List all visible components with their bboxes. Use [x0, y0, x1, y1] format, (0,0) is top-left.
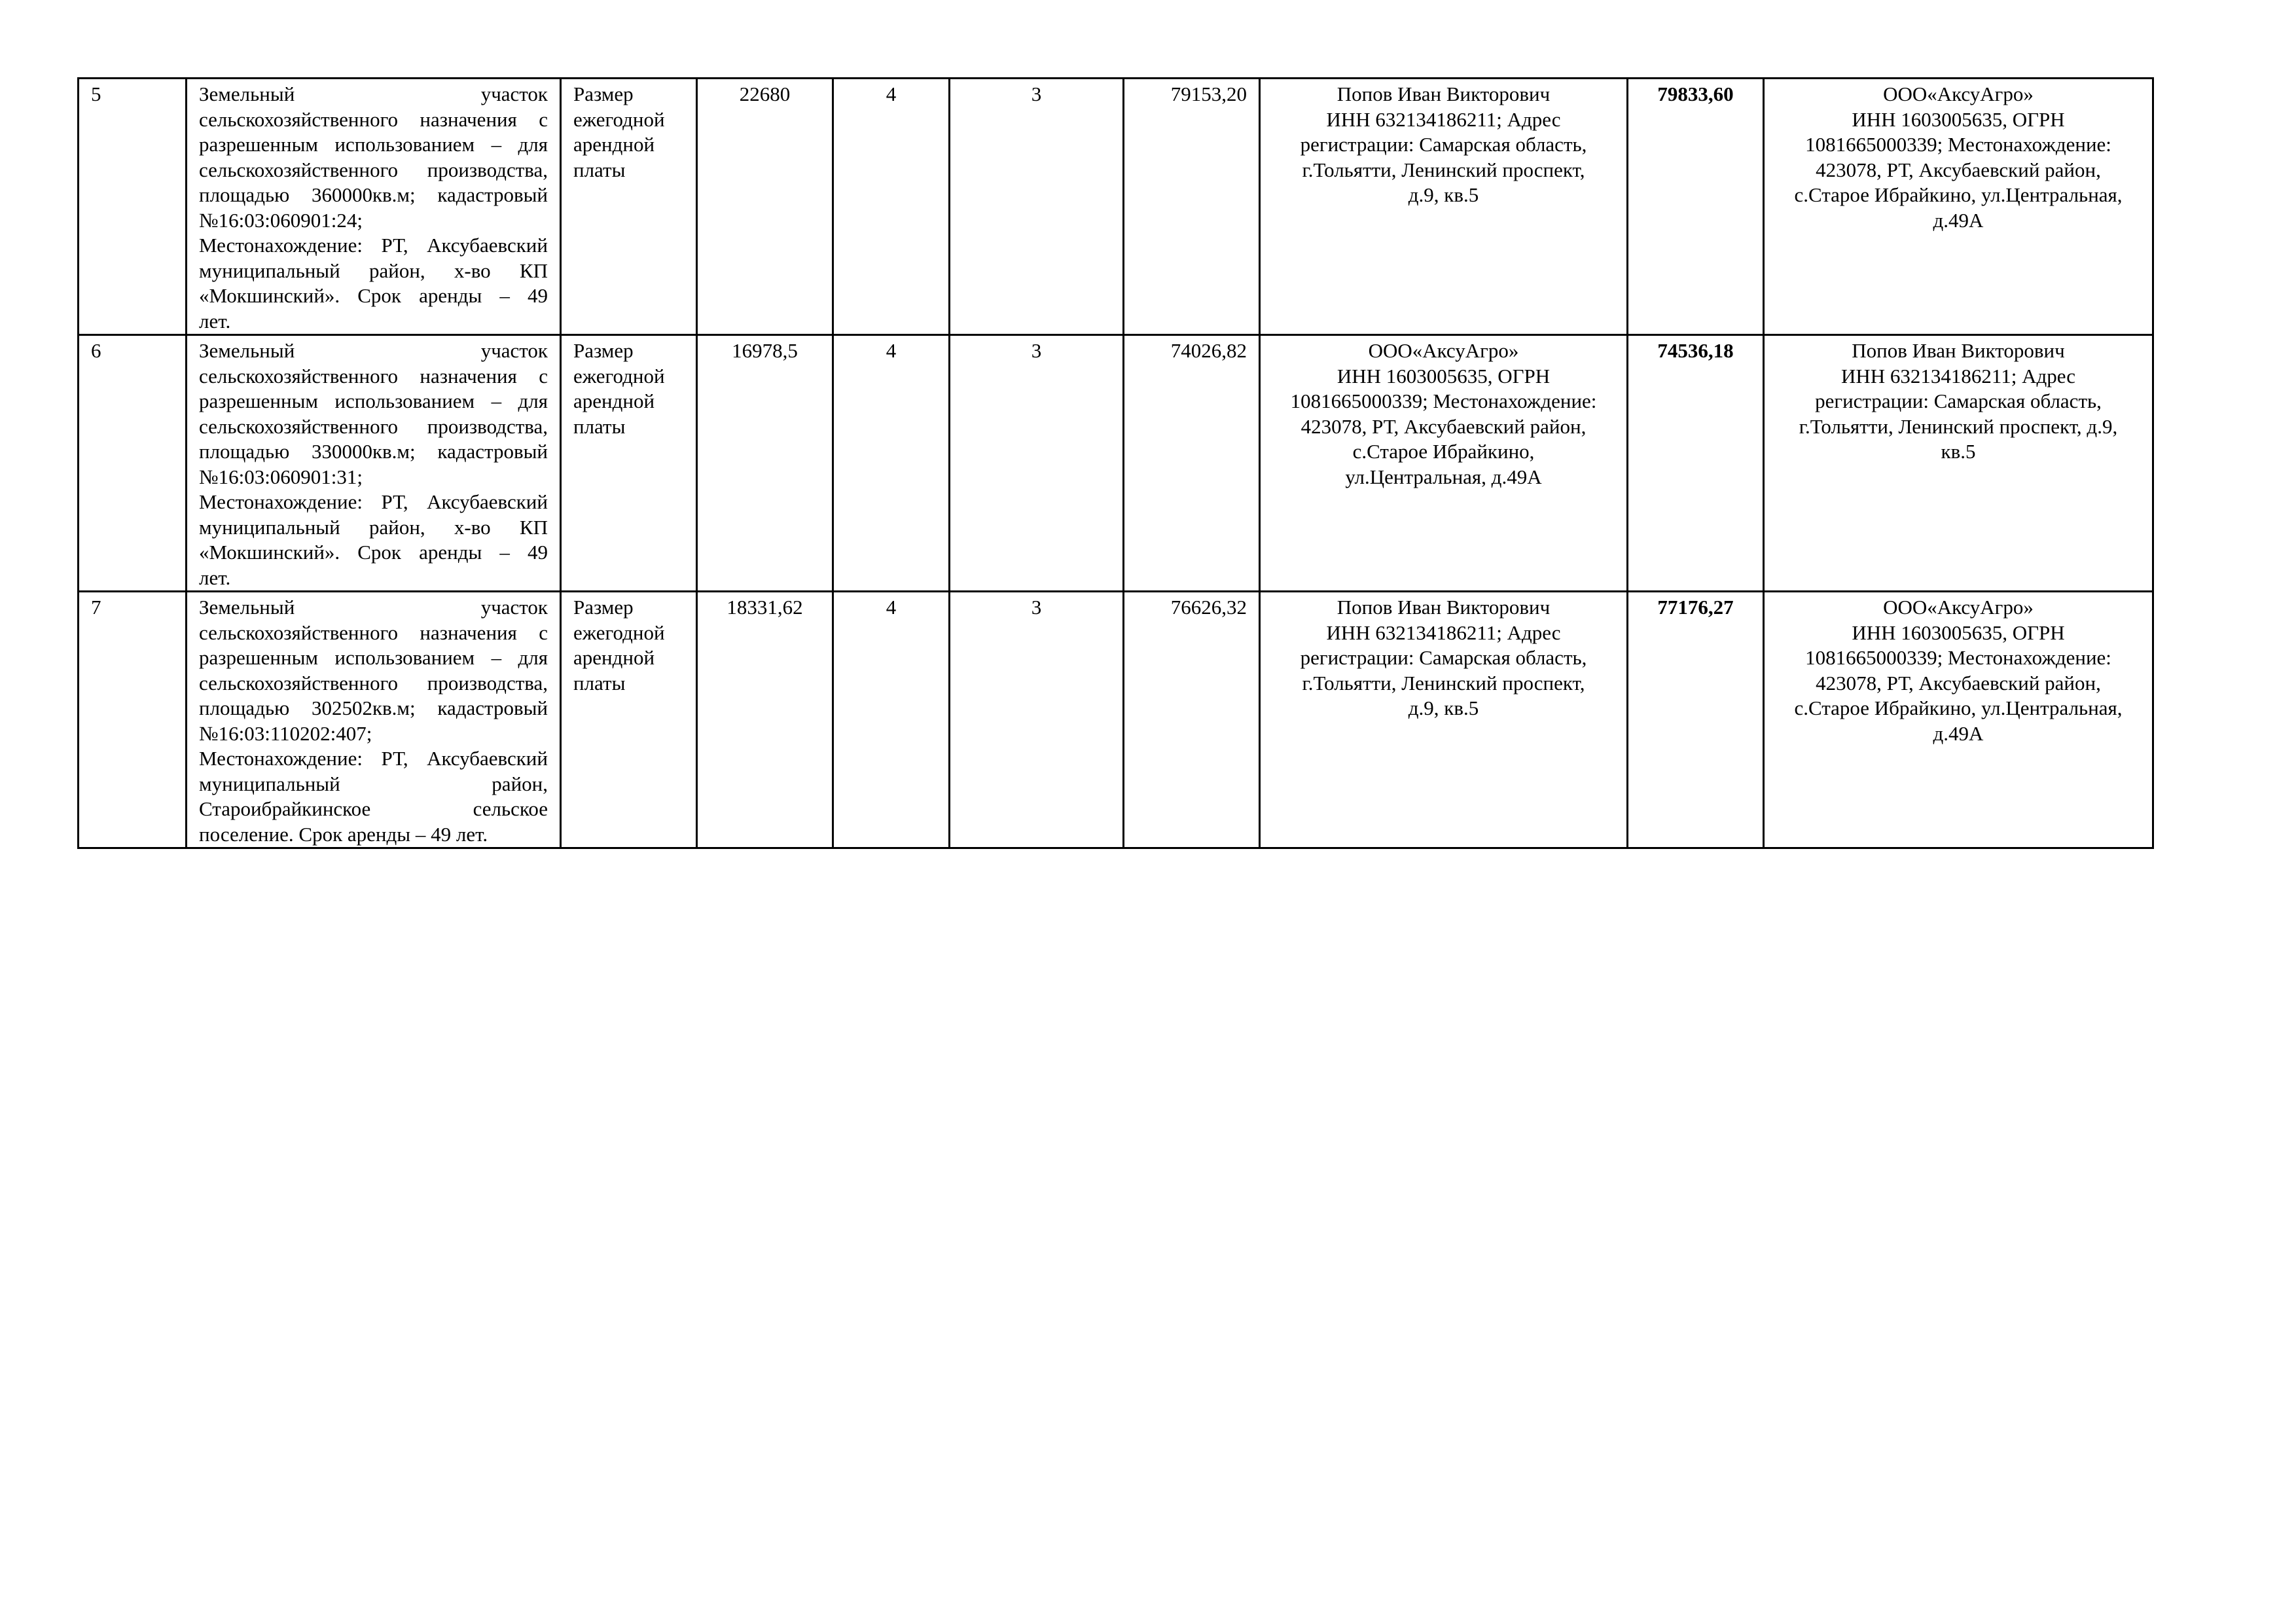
- lot-description-line: №16:03:110202:407;: [199, 721, 372, 745]
- payment-type-line: ежегодной: [573, 621, 665, 644]
- first-bidder-cell: [1260, 79, 1628, 335]
- payment-type-line: платы: [573, 414, 626, 438]
- second-bidder-cell: [1764, 592, 2153, 848]
- second-bidder-line: Попов Иван Викторович: [1852, 339, 2065, 362]
- lot-description-line: площадью 302502кв.м; кадастровый: [199, 696, 548, 719]
- first-bidder-line: Попов Иван Викторович: [1336, 82, 1551, 105]
- lot-description-line: разрешенным использованием – для: [199, 389, 548, 412]
- second-bidder-line: с.Старое Ибрайкино, ул.Центральная,: [1794, 696, 2123, 719]
- lot-description-cell: [187, 592, 561, 848]
- payment-type-line: платы: [573, 671, 626, 695]
- lot-description-line: сельскохозяйственного назначения с: [199, 107, 548, 131]
- column-6-cell: 3: [950, 335, 1124, 592]
- lot-description-line: Местонахождение: РТ, Аксубаевский: [199, 747, 548, 770]
- column-6-cell: 3: [950, 592, 1124, 848]
- lot-description-line: сельскохозяйственного назначения с: [199, 621, 548, 644]
- second-offer-cell: 79833,60: [1628, 79, 1764, 335]
- payment-type-line: ежегодной: [573, 364, 665, 388]
- first-bidder-line: 1081665000339; Местонахождение:: [1290, 389, 1597, 412]
- payment-type-cell: [561, 79, 697, 335]
- payment-type-line: арендной: [573, 133, 655, 156]
- first-bidder-line: регистрации: Самарская область,: [1300, 133, 1587, 156]
- table-body: [79, 79, 2153, 848]
- lot-description-line: площадью 360000кв.м; кадастровый: [199, 183, 548, 206]
- lot-description-line: муниципальный район,: [199, 772, 548, 795]
- lot-description-line: Земельный участок: [199, 82, 548, 105]
- first-bidder-line: регистрации: Самарская область,: [1300, 646, 1587, 669]
- second-bidder-line: ИНН 1603005635, ОГРН: [1852, 621, 2065, 644]
- second-bidder-line: 1081665000339; Местонахождение:: [1805, 133, 2111, 156]
- lot-description-line: сельскохозяйственного производства,: [199, 414, 548, 438]
- second-bidder-line: 423078, РТ, Аксубаевский район,: [1816, 158, 2101, 181]
- lot-description-line: сельскохозяйственного назначения с: [199, 364, 548, 388]
- second-bidder-line: ИНН 632134186211; Адрес: [1840, 364, 2076, 388]
- first-bidder-line: г.Тольятти, Ленинский проспект,: [1302, 158, 1585, 181]
- payment-type-line: ежегодной: [573, 107, 665, 131]
- lot-description-cell: [187, 335, 561, 592]
- payment-type-line: Размер: [573, 82, 634, 105]
- second-bidder-line: регистрации: Самарская область,: [1815, 389, 2102, 412]
- first-bidder-line: с.Старое Ибрайкино,: [1352, 440, 1535, 463]
- table-row: [79, 592, 2153, 848]
- second-offer-cell: 77176,27: [1628, 592, 1764, 848]
- lot-description-line: разрешенным использованием – для: [199, 133, 548, 156]
- first-bidder-line: ИНН 632134186211; Адрес: [1326, 107, 1561, 131]
- second-bidder-line: д.49А: [1933, 208, 1984, 232]
- lot-description-line: муниципальный район, х-во КП: [199, 259, 548, 282]
- first-bidder-line: д.9, кв.5: [1408, 183, 1479, 206]
- second-bidder-line: ИНН 1603005635, ОГРН: [1852, 107, 2065, 131]
- lot-description-line: муниципальный район, х-во КП: [199, 515, 548, 539]
- lot-description-line: сельскохозяйственного производства,: [199, 158, 548, 181]
- payment-type-line: арендной: [573, 646, 655, 669]
- second-bidder-cell: [1764, 79, 2153, 335]
- first-offer-cell: 74026,82: [1124, 335, 1260, 592]
- lot-number-cell: 6: [79, 335, 187, 592]
- first-bidder-cell: [1260, 335, 1628, 592]
- initial-price-cell: 22680: [697, 79, 833, 335]
- lot-description-line: «Мокшинский». Срок аренды – 49: [199, 541, 548, 564]
- lot-description-line: площадью 330000кв.м; кадастровый: [199, 440, 548, 463]
- second-bidder-line: ООО«АксуАгро»: [1883, 596, 2034, 619]
- column-5-cell: 4: [833, 79, 950, 335]
- first-bidder-line: г.Тольятти, Ленинский проспект,: [1302, 671, 1585, 695]
- payment-type-line: Размер: [573, 596, 634, 619]
- table-row: [79, 335, 2153, 592]
- auction-results-table: [77, 77, 2154, 849]
- lot-description-line: Земельный участок: [199, 339, 548, 362]
- lot-description-line: Земельный участок: [199, 596, 548, 619]
- lot-number-cell: 5: [79, 79, 187, 335]
- lot-description-line: поселение. Срок аренды – 49 лет.: [199, 822, 488, 846]
- column-6-cell: 3: [950, 79, 1124, 335]
- second-bidder-line: г.Тольятти, Ленинский проспект, д.9,: [1799, 414, 2118, 438]
- first-offer-cell: 79153,20: [1124, 79, 1260, 335]
- lot-description-line: Староибрайкинское сельское: [199, 797, 548, 820]
- second-bidder-line: кв.5: [1941, 440, 1976, 463]
- second-bidder-line: с.Старое Ибрайкино, ул.Центральная,: [1794, 183, 2123, 206]
- second-bidder-line: 1081665000339; Местонахождение:: [1805, 646, 2111, 669]
- first-bidder-cell: [1260, 592, 1628, 848]
- first-bidder-line: 423078, РТ, Аксубаевский район,: [1300, 414, 1587, 438]
- payment-type-line: платы: [573, 158, 626, 181]
- payment-type-line: арендной: [573, 389, 655, 412]
- lot-description-line: лет.: [199, 566, 231, 589]
- lot-description-line: Местонахождение: РТ, Аксубаевский: [199, 490, 548, 513]
- initial-price-cell: 18331,62: [697, 592, 833, 848]
- lot-description-line: №16:03:060901:31;: [199, 465, 363, 488]
- first-bidder-line: ИНН 1603005635, ОГРН: [1336, 364, 1551, 388]
- lot-description-line: №16:03:060901:24;: [199, 208, 363, 232]
- second-bidder-line: д.49А: [1933, 721, 1984, 745]
- second-bidder-line: ООО«АксуАгро»: [1883, 82, 2034, 105]
- first-bidder-line: Попов Иван Викторович: [1336, 596, 1551, 619]
- second-bidder-cell: [1764, 335, 2153, 592]
- column-5-cell: 4: [833, 335, 950, 592]
- table-row: [79, 79, 2153, 335]
- lot-description-cell: [187, 79, 561, 335]
- payment-type-cell: [561, 592, 697, 848]
- first-bidder-line: ООО«АксуАгро»: [1368, 339, 1519, 362]
- first-bidder-line: ул.Центральная, д.49А: [1345, 465, 1542, 488]
- first-bidder-line: д.9, кв.5: [1408, 696, 1479, 719]
- lot-description-line: разрешенным использованием – для: [199, 646, 548, 669]
- second-bidder-line: 423078, РТ, Аксубаевский район,: [1816, 671, 2101, 695]
- payment-type-line: Размер: [573, 339, 634, 362]
- initial-price-cell: 16978,5: [697, 335, 833, 592]
- first-offer-cell: 76626,32: [1124, 592, 1260, 848]
- payment-type-cell: [561, 335, 697, 592]
- lot-number-cell: 7: [79, 592, 187, 848]
- lot-description-line: «Мокшинский». Срок аренды – 49: [199, 284, 548, 307]
- lot-description-line: Местонахождение: РТ, Аксубаевский: [199, 234, 548, 257]
- first-bidder-line: ИНН 632134186211; Адрес: [1326, 621, 1561, 644]
- second-offer-cell: 74536,18: [1628, 335, 1764, 592]
- lot-description-line: сельскохозяйственного производства,: [199, 671, 548, 695]
- column-5-cell: 4: [833, 592, 950, 848]
- lot-description-line: лет.: [199, 309, 231, 333]
